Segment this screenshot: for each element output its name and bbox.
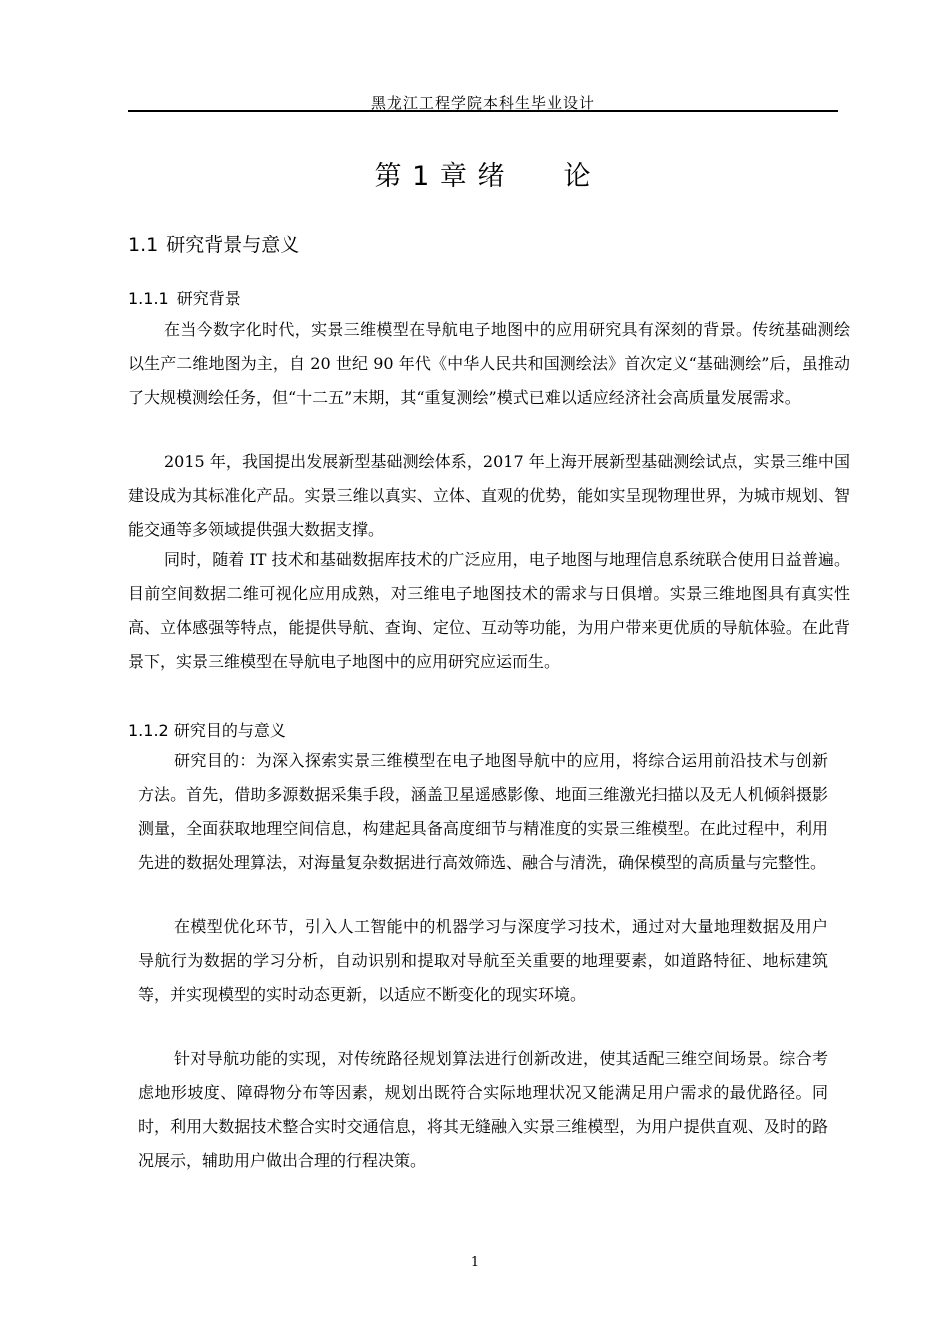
running-header: 黑龙江工程学院本科生毕业设计 — [370, 94, 595, 112]
section-title: 研究背景与意义 — [166, 234, 300, 256]
chapter-label: 第 1 章 绪 — [374, 161, 506, 192]
subsection-number-2: 1.1.2 — [128, 721, 169, 740]
subsection-title-2: 研究目的与意义 — [173, 721, 286, 740]
paragraph-1: 在当今数字化时代，实景三维模型在导航电子地图中的应用研究具有深刻的背景。传统基础测绘以生产二维地图为主，自 20 世纪 90 年代《中华人民共和国测绘法》首次定义“基础测绘”后，虽推动了大规模测绘任务，但“十二五”末期，其“重复测绘”模式已难以适应经济社会高质量发展需求。 — [128, 320, 850, 407]
paragraph-5: 在模型优化环节，引入人工智能中的机器学习与深度学习技术，通过对大量地理数据及用户导航行为数据的学习分析，自动识别和提取对导航至关重要的地理要素，如道路特征、地标建筑等，并实现模型的实时动态更新，以适应不断变化的现实环境。 — [138, 917, 828, 1004]
chapter-title — [128, 154, 838, 193]
paragraph-3: 同时，随着 IT 技术和基础数据库技术的广泛应用，电子地图与地理信息系统联合使用日益普遍。目前空间数据二维可视化应用成熟，对三维电子地图技术的需求与日俱增。实景三维地图具有真实性高、立体感强等特点，能提供导航、查询、定位、互动等功能，为用户带来更优质的导航体验。在此背景下，实景三维模型在导航电子地图中的应用研究应运而生。 — [128, 550, 850, 671]
paragraph-6: 针对导航功能的实现，对传统路径规划算法进行创新改进，使其适配三维空间场景。综合考虑地形坡度、障碍物分布等因素，规划出既符合实际地理状况又能满足用户需求的最优路径。同时，利用大数据技术整合实时交通信息，将其无缝融入实景三维模型，为用户提供直观、及时的路况展示，辅助用户做出合理的行程决策。 — [138, 1049, 828, 1170]
page-number: 1 — [470, 1255, 480, 1270]
section-number: 1.1 — [128, 234, 159, 256]
subsection-heading-2 — [128, 718, 286, 741]
subsection-number-1: 1.1.1 — [128, 289, 169, 308]
header-rule — [128, 110, 838, 112]
paragraph-2: 2015 年，我国提出发展新型基础测绘体系，2017 年上海开展新型基础测绘试点，实景三维中国建设成为其标准化产品。实景三维以真实、立体、直观的优势，能如实呈现物理世界，为城市规划、智能交通等多领域提供强大数据支撑。 — [128, 452, 850, 539]
paragraph-4: 研究目的：为深入探索实景三维模型在电子地图导航中的应用，将综合运用前沿技术与创新方法。首先，借助多源数据采集手段，涵盖卫星遥感影像、地面三维激光扫描以及无人机倾斜摄影测量，全面获取地理空间信息，构建起具备高度细节与精准度的实景三维模型。在此过程中，利用先进的数据处理算法，对海量复杂数据进行高效筛选、融合与清洗，确保模型的高质量与完整性。 — [138, 751, 828, 872]
subsection-title-1: 研究背景 — [176, 289, 241, 308]
chapter-label-end: 论 — [563, 161, 592, 192]
section-heading — [128, 230, 299, 257]
subsection-heading-1 — [128, 286, 241, 309]
